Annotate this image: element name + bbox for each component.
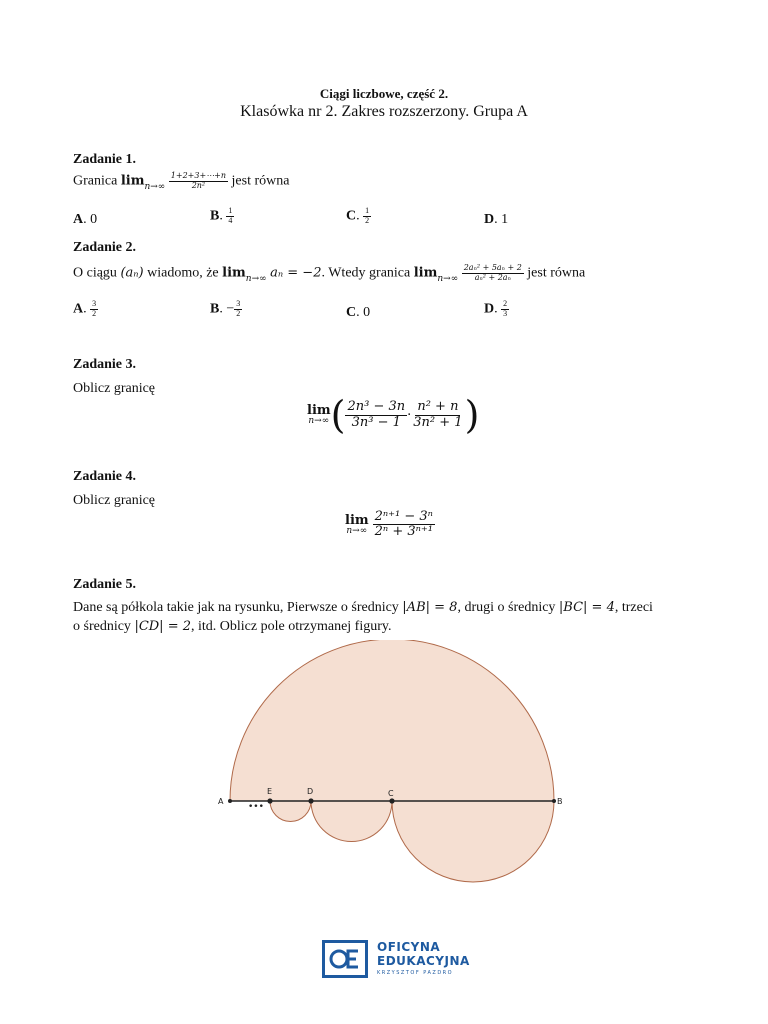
- task1-suffix: jest równa: [231, 173, 290, 189]
- task2-sequence: (aₙ): [120, 265, 144, 281]
- label-b: B: [557, 797, 563, 806]
- task1-denominator: 2n²: [191, 180, 206, 190]
- point-e: [267, 798, 272, 803]
- semicircle-bc: [392, 801, 554, 882]
- point-c: [389, 798, 394, 803]
- task5-line2: o średnicy |CD| = 2, itd. Oblicz pole otrzymanej figury.: [73, 619, 392, 634]
- task2-option-a: A. $\frac{3}{2}$: [73, 299, 97, 318]
- task2-heading: Zadanie 2.: [73, 240, 137, 255]
- point-d: [308, 798, 313, 803]
- lim-word: lim: [120, 173, 145, 189]
- task2-option-d: D. $\frac{2}{3}$: [484, 299, 508, 318]
- semicircle-ab: [230, 640, 554, 801]
- task4-formula: lim n→∞ $\frac{\text{2ⁿ⁺¹ − 3ⁿ}}{\text{2ⁿ + 3ⁿ⁺¹}}$: [345, 509, 433, 540]
- semicircle-de: [270, 801, 311, 821]
- label-a: A: [218, 797, 224, 806]
- task5-heading: Zadanie 5.: [73, 577, 137, 592]
- logo-line1: OFICYNA: [377, 940, 441, 954]
- right-paren: ): [464, 393, 480, 437]
- lim-subscript: n→∞: [144, 181, 166, 192]
- task4-heading: Zadanie 4.: [73, 469, 137, 484]
- task1-option-d: D. 1: [484, 212, 509, 227]
- task4-text: Oblicz granicę: [73, 493, 156, 508]
- publisher-logo: [322, 937, 482, 981]
- semicircle-cd: [311, 801, 392, 842]
- task2-fraction: $\frac{\text{2aₙ² + 5aₙ + 2}}{\text{aₙ² + 2aₙ}}$: [463, 263, 522, 282]
- task2-option-c: C. 0: [346, 305, 371, 320]
- publisher-logo-icon: [322, 940, 368, 978]
- task1-prefix: Granica: [73, 173, 118, 189]
- task3-text: Oblicz granicę: [73, 381, 156, 396]
- label-c: C: [388, 789, 394, 798]
- task3-lim: lim n→∞: [307, 403, 331, 426]
- ellipsis-dots: •••: [248, 802, 264, 812]
- task1-numerator: 1+2+3+⋯+n: [170, 171, 227, 180]
- task1-heading: Zadanie 1.: [73, 152, 137, 167]
- task2-condition: aₙ = −2: [270, 265, 322, 281]
- task1-statement: [73, 172, 289, 191]
- task5-line1: Dane są półkola takie jak na rysunku, Pierwsze o średnicy |AB| = 8, drugi o średnicy |BC| = 4, trzeci: [73, 600, 653, 615]
- logo-line3: KRZYSZTOF PAZDRO: [377, 970, 454, 976]
- left-paren: (: [330, 393, 346, 437]
- document-title: Ciągi liczbowe, część 2.: [319, 86, 449, 101]
- task1-option-c: C. $\frac{1}{2}$: [346, 206, 370, 225]
- point-a: [228, 799, 232, 803]
- task1-option-a: A. 0: [73, 212, 98, 227]
- label-d: D: [307, 787, 314, 796]
- logo-line2: EDUKACYJNA: [377, 954, 470, 968]
- task3-heading: Zadanie 3.: [73, 357, 137, 372]
- semicircles-figure: [210, 640, 570, 890]
- task3-formula: lim n→∞ ( $\frac{\text{2n³ − 3n}}{\text{3n³ − 1}}$ · $\frac{\text{n² + n}}{\text{3n² + 1}}$ ): [307, 393, 480, 437]
- task2-option-b: B. − $\frac{3}{2}$: [210, 299, 241, 318]
- label-e: E: [267, 787, 273, 796]
- point-b: [552, 799, 556, 803]
- task2-statement: O ciągu (aₙ) wiadomo, że $\lim_{n\to\infty} a_n = -2$. Wtedy granica $\lim_{n\to\infty}$ $\frac{\text{2aₙ² + 5aₙ + 2}}{\text{aₙ² + 2aₙ}}$ jest równa: [73, 263, 586, 284]
- document-subtitle: Klasówka nr 2. Zakres rozszerzony. Grupa A: [240, 103, 528, 120]
- task1-option-b: B. $\frac{1}{4}$: [210, 206, 233, 225]
- task1-fraction: [169, 172, 228, 191]
